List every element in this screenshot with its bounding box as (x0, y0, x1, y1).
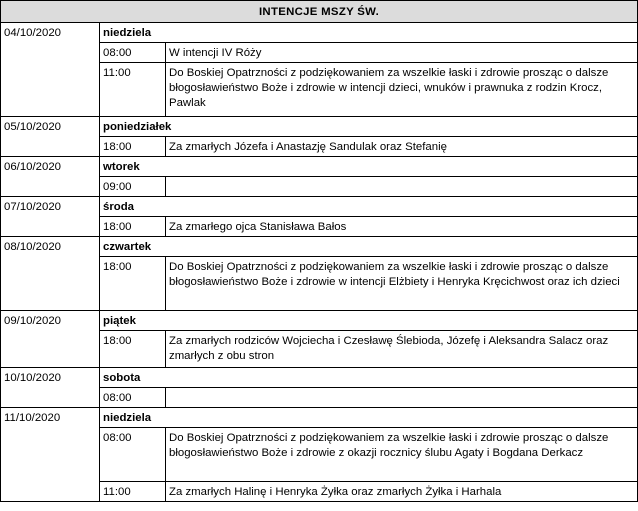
day-name-cell: poniedziałek (100, 117, 638, 137)
spacer-cell (1, 43, 100, 63)
time-cell: 08:00 (100, 43, 166, 63)
spacer-cell (1, 257, 100, 311)
date-cell: 06/10/2020 (1, 157, 100, 177)
day-name-cell: sobota (100, 368, 638, 388)
intention-cell: Za zmarłego ojca Stanisława Bałos (166, 217, 638, 237)
intention-cell: Za zmarłych Józefa i Anastazję Sandulak oraz Stefanię (166, 137, 638, 157)
day-row (1, 408, 638, 428)
time-cell: 09:00 (100, 177, 166, 197)
spacer-cell (1, 331, 100, 368)
time-cell: 11:00 (100, 63, 166, 117)
date-cell: 07/10/2020 (1, 197, 100, 217)
intention-cell: Do Boskiej Opatrzności z podziękowaniem za wszelkie łaski i zdrowie prosząc o dalsze błogosławieństwo Boże i zdrowie z okazji rocznicy ślubu Agaty i Bogdana Derkacz (166, 428, 638, 482)
time-cell: 08:00 (100, 388, 166, 408)
spacer-cell (1, 63, 100, 117)
mass-row (1, 428, 638, 482)
intention-cell: W intencji IV Róży (166, 43, 638, 63)
intention-cell (166, 177, 638, 197)
date-cell: 09/10/2020 (1, 311, 100, 331)
time-cell: 18:00 (100, 257, 166, 311)
time-cell: 18:00 (100, 331, 166, 368)
time-cell: 11:00 (100, 482, 166, 502)
day-name-cell: piątek (100, 311, 638, 331)
intention-cell: Do Boskiej Opatrzności z podziękowaniem za wszelkie łaski i zdrowie prosząc o dalsze błogosławieństwo Boże i zdrowie w intencji Elżbiety i Henryka Kręcichwost oraz ich dzieci (166, 257, 638, 311)
spacer-cell (1, 428, 100, 482)
day-row (1, 157, 638, 177)
time-cell: 08:00 (100, 428, 166, 482)
day-row (1, 197, 638, 217)
mass-row (1, 257, 638, 311)
day-name-cell: niedziela (100, 408, 638, 428)
day-name-cell: wtorek (100, 157, 638, 177)
sheet-title: INTENCJE MSZY ŚW. (1, 1, 638, 23)
date-cell: 11/10/2020 (1, 408, 100, 428)
day-row (1, 237, 638, 257)
intention-cell (166, 388, 638, 408)
day-row (1, 311, 638, 331)
title-row (1, 1, 638, 23)
spacer-cell (1, 217, 100, 237)
spacer-cell (1, 388, 100, 408)
intention-cell: Do Boskiej Opatrzności z podziękowaniem za wszelkie łaski i zdrowie prosząc o dalsze błogosławieństwo Boże i zdrowie w intencji dzieci, wnuków i prawnuka z rodzin Krocz, Pawlak (166, 63, 638, 117)
time-cell: 18:00 (100, 137, 166, 157)
day-row (1, 368, 638, 388)
mass-row (1, 137, 638, 157)
mass-row (1, 177, 638, 197)
day-row (1, 117, 638, 137)
spacer-cell (1, 482, 100, 502)
spacer-cell (1, 177, 100, 197)
date-cell: 05/10/2020 (1, 117, 100, 137)
time-cell: 18:00 (100, 217, 166, 237)
intention-cell: Za zmarłych Halinę i Henryka Żyłka oraz zmarłych Żyłka i Harhala (166, 482, 638, 502)
spacer-cell (1, 137, 100, 157)
mass-row (1, 43, 638, 63)
mass-row (1, 331, 638, 368)
date-cell: 04/10/2020 (1, 23, 100, 43)
mass-row (1, 482, 638, 502)
mass-row (1, 388, 638, 408)
day-name-cell: czwartek (100, 237, 638, 257)
mass-row (1, 217, 638, 237)
intention-cell: Za zmarłych rodziców Wojciecha i Czesławę Ślebioda, Józefę i Aleksandra Salacz oraz zmarłych z obu stron (166, 331, 638, 368)
day-name-cell: środa (100, 197, 638, 217)
date-cell: 10/10/2020 (1, 368, 100, 388)
mass-row (1, 63, 638, 117)
day-name-cell: niedziela (100, 23, 638, 43)
date-cell: 08/10/2020 (1, 237, 100, 257)
day-row (1, 23, 638, 43)
